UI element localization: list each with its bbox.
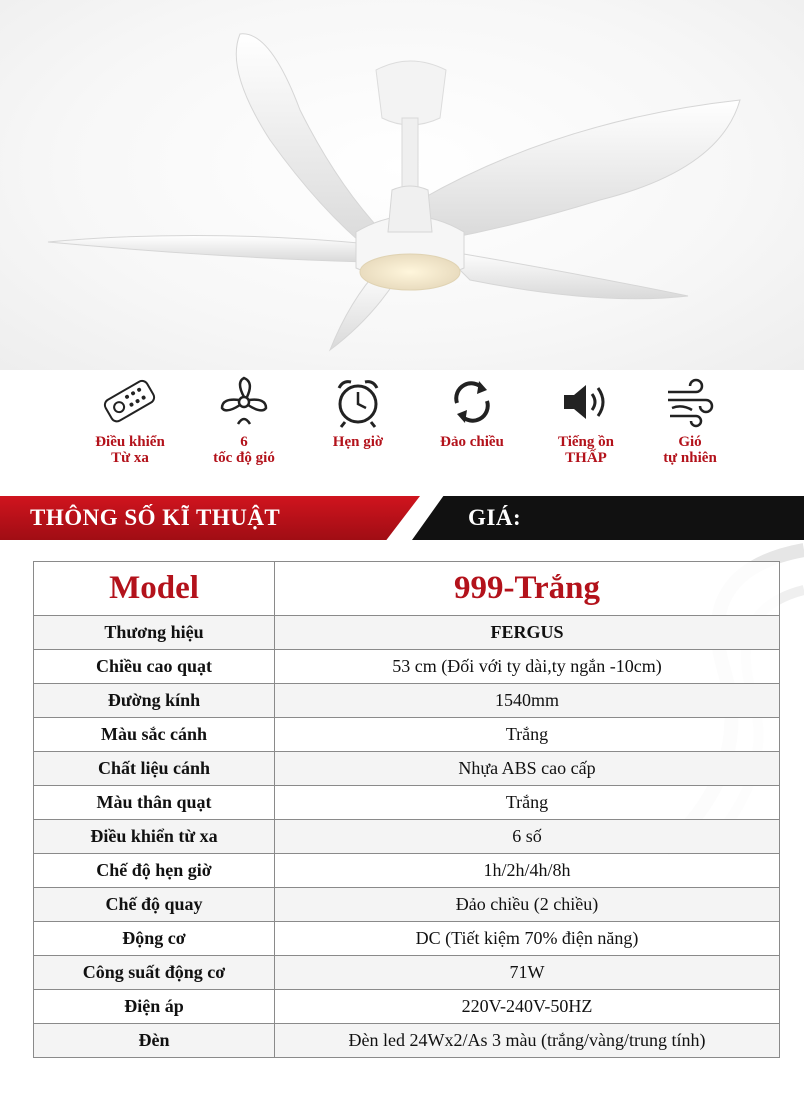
spec-value: 1h/2h/4h/8h	[275, 854, 780, 888]
feature-speed	[194, 370, 294, 466]
feature-label: Hẹn giờ	[332, 434, 384, 450]
feature-remote	[80, 370, 180, 466]
spec-label: Màu thân quạt	[34, 786, 275, 820]
table-row	[34, 854, 780, 888]
spec-value: Nhựa ABS cao cấp	[275, 752, 780, 786]
alarm-clock-icon	[333, 374, 383, 430]
spec-label: Chất liệu cánh	[34, 752, 275, 786]
table-row	[34, 752, 780, 786]
spec-label: Động cơ	[34, 922, 275, 956]
table-row	[34, 990, 780, 1024]
price-label: GIÁ:	[468, 505, 522, 530]
spec-value: Trắng	[275, 786, 780, 820]
model-row	[34, 562, 780, 616]
spec-value: Đèn led 24Wx2/As 3 màu (trắng/vàng/trung tính)	[275, 1024, 780, 1058]
spec-label: Thương hiệu	[34, 616, 275, 650]
spec-value: Đảo chiều (2 chiều)	[275, 888, 780, 922]
feature-label: Điều khiển	[95, 434, 165, 450]
spec-label: Điện áp	[34, 990, 275, 1024]
feature-label: Tiếng ồn	[558, 434, 614, 450]
table-row	[34, 820, 780, 854]
table-row	[34, 888, 780, 922]
spec-label: Chiều cao quạt	[34, 650, 275, 684]
spec-value: 6 số	[275, 820, 780, 854]
feature-row	[60, 370, 750, 485]
spec-table	[33, 561, 780, 1058]
reverse-arrows-icon	[449, 377, 495, 427]
spec-value: 220V-240V-50HZ	[275, 990, 780, 1024]
model-value: 999-Trắng	[275, 562, 780, 616]
table-row	[34, 956, 780, 990]
spec-label: Công suất động cơ	[34, 956, 275, 990]
table-row	[34, 684, 780, 718]
feature-label: THẤP	[565, 450, 607, 466]
fan-speed-icon	[216, 374, 272, 430]
spec-value: 1540mm	[275, 684, 780, 718]
table-row	[34, 922, 780, 956]
feature-label: tự nhiên	[663, 450, 717, 466]
spec-label: Chế độ quay	[34, 888, 275, 922]
spec-label: Chế độ hẹn giờ	[34, 854, 275, 888]
speaker-icon	[558, 377, 614, 427]
table-row	[34, 616, 780, 650]
spec-value: Trắng	[275, 718, 780, 752]
wind-icon	[662, 376, 718, 428]
spec-value: DC (Tiết kiệm 70% điện năng)	[275, 922, 780, 956]
spec-value: 53 cm (Đối với ty dài,ty ngắn -10cm)	[275, 650, 780, 684]
spec-label: Điều khiển từ xa	[34, 820, 275, 854]
model-label: Model	[34, 562, 275, 616]
spec-value: 71W	[275, 956, 780, 990]
product-hero	[0, 0, 804, 370]
feature-label: Đảo chiều	[440, 434, 504, 450]
table-row	[34, 1024, 780, 1058]
spec-label: Đường kính	[34, 684, 275, 718]
feature-natural-wind	[640, 370, 740, 466]
feature-label: Từ xa	[111, 450, 149, 466]
table-row	[34, 650, 780, 684]
spec-label: Màu sắc cánh	[34, 718, 275, 752]
spec-title: THÔNG SỐ KĨ THUẬT	[30, 505, 281, 530]
remote-control-icon	[100, 375, 160, 429]
feature-reverse	[422, 370, 522, 450]
table-row	[34, 718, 780, 752]
feature-label: Gió	[678, 434, 702, 450]
ceiling-fan-image	[0, 0, 804, 370]
spec-label: Đèn	[34, 1024, 275, 1058]
feature-label: 6	[240, 434, 248, 450]
spec-value: FERGUS	[275, 616, 780, 650]
feature-low-noise	[536, 370, 636, 466]
feature-label: tốc độ gió	[213, 450, 275, 466]
feature-timer	[308, 370, 408, 450]
table-row	[34, 786, 780, 820]
